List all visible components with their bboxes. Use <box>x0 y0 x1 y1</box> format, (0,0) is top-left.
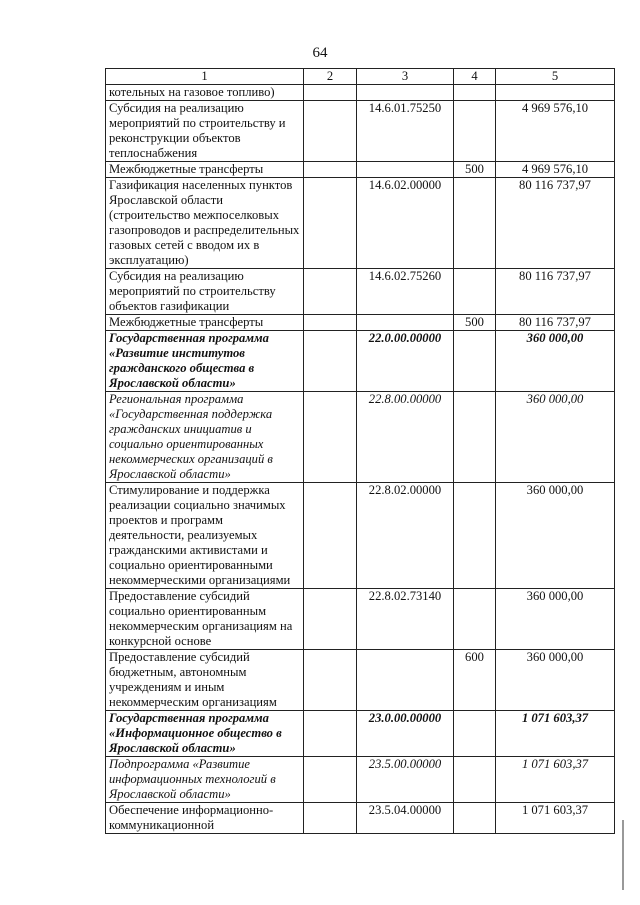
row-code-cell: 23.5.04.00000 <box>357 803 454 834</box>
row-code-cell: 14.6.01.75250 <box>357 101 454 162</box>
row-code-cell: 14.6.02.00000 <box>357 178 454 269</box>
row-code-cell: 22.8.00.00000 <box>357 392 454 483</box>
row-name-cell: Газификация населенных пунктов Ярославской области (строительство межпоселковых газопроводов и распределительных газовых сетей с вводом их в эксплуатацию) <box>106 178 304 269</box>
table-row <box>106 711 615 757</box>
row-col2-cell <box>304 803 357 834</box>
row-amount-cell: 360 000,00 <box>496 392 615 483</box>
row-amount-cell: 360 000,00 <box>496 331 615 392</box>
row-amount-cell: 1 071 603,37 <box>496 757 615 803</box>
table-row <box>106 589 615 650</box>
row-type-cell <box>454 483 496 589</box>
row-col2-cell <box>304 269 357 315</box>
row-type-cell: 500 <box>454 315 496 331</box>
row-name-cell: Государственная программа «Развитие институтов гражданского общества в Ярославской области» <box>106 331 304 392</box>
row-code-cell <box>357 85 454 101</box>
row-col2-cell <box>304 178 357 269</box>
row-name-cell: Государственная программа «Информационное общество в Ярославской области» <box>106 711 304 757</box>
row-code-cell: 22.8.02.73140 <box>357 589 454 650</box>
row-col2-cell <box>304 101 357 162</box>
row-amount-cell: 360 000,00 <box>496 483 615 589</box>
row-name-cell: Подпрограмма «Развитие информационных технологий в Ярославской области» <box>106 757 304 803</box>
row-col2-cell <box>304 711 357 757</box>
table-row <box>106 331 615 392</box>
table-row <box>106 757 615 803</box>
table-row <box>106 803 615 834</box>
row-type-cell <box>454 178 496 269</box>
row-code-cell: 22.0.00.00000 <box>357 331 454 392</box>
table-header-row <box>106 69 615 85</box>
table-row <box>106 483 615 589</box>
row-amount-cell: 80 116 737,97 <box>496 315 615 331</box>
row-col2-cell <box>304 85 357 101</box>
row-code-cell: 22.8.02.00000 <box>357 483 454 589</box>
row-name-cell: Предоставление субсидий социально ориентированным некоммерческим организациям на конкурсной основе <box>106 589 304 650</box>
row-amount-cell: 1 071 603,37 <box>496 711 615 757</box>
row-amount-cell: 1 071 603,37 <box>496 803 615 834</box>
column-header: 5 <box>496 69 615 85</box>
column-header: 4 <box>454 69 496 85</box>
column-header: 2 <box>304 69 357 85</box>
row-amount-cell: 4 969 576,10 <box>496 101 615 162</box>
row-type-cell <box>454 269 496 315</box>
column-header: 1 <box>106 69 304 85</box>
row-col2-cell <box>304 650 357 711</box>
row-col2-cell <box>304 589 357 650</box>
row-code-cell: 23.5.00.00000 <box>357 757 454 803</box>
row-type-cell: 600 <box>454 650 496 711</box>
row-name-cell: Межбюджетные трансферты <box>106 162 304 178</box>
row-col2-cell <box>304 331 357 392</box>
table-row <box>106 392 615 483</box>
row-col2-cell <box>304 392 357 483</box>
row-col2-cell <box>304 483 357 589</box>
scan-edge-mark <box>622 820 624 890</box>
row-amount-cell <box>496 85 615 101</box>
row-amount-cell: 4 969 576,10 <box>496 162 615 178</box>
table-row <box>106 178 615 269</box>
row-name-cell: Стимулирование и поддержка реализации социально значимых проектов и программ деятельности, реализуемых гражданскими активистами и социально ориентированными некоммерческими организациями <box>106 483 304 589</box>
row-name-cell: Субсидия на реализацию мероприятий по строительству объектов газификации <box>106 269 304 315</box>
row-code-cell <box>357 162 454 178</box>
row-name-cell: Межбюджетные трансферты <box>106 315 304 331</box>
row-amount-cell: 360 000,00 <box>496 650 615 711</box>
row-name-cell: Региональная программа «Государственная поддержка гражданских инициатив и социально ориентированных некоммерческих организаций в Ярославской области» <box>106 392 304 483</box>
row-code-cell <box>357 650 454 711</box>
row-type-cell <box>454 331 496 392</box>
row-name-cell: котельных на газовое топливо) <box>106 85 304 101</box>
row-type-cell <box>454 392 496 483</box>
row-type-cell <box>454 803 496 834</box>
table-row <box>106 650 615 711</box>
table-row <box>106 162 615 178</box>
row-code-cell: 14.6.02.75260 <box>357 269 454 315</box>
row-code-cell <box>357 315 454 331</box>
row-amount-cell: 80 116 737,97 <box>496 178 615 269</box>
table-row <box>106 315 615 331</box>
row-col2-cell <box>304 162 357 178</box>
budget-table <box>105 68 615 834</box>
row-name-cell: Предоставление субсидий бюджетным, автономным учреждениям и иным некоммерческим организациям <box>106 650 304 711</box>
table-row <box>106 101 615 162</box>
table-row <box>106 269 615 315</box>
row-type-cell <box>454 757 496 803</box>
row-type-cell <box>454 85 496 101</box>
column-header: 3 <box>357 69 454 85</box>
row-col2-cell <box>304 757 357 803</box>
row-col2-cell <box>304 315 357 331</box>
row-type-cell <box>454 589 496 650</box>
row-name-cell: Субсидия на реализацию мероприятий по строительству и реконструкции объектов теплоснабжения <box>106 101 304 162</box>
row-amount-cell: 80 116 737,97 <box>496 269 615 315</box>
row-name-cell: Обеспечение информационно-коммуникационной <box>106 803 304 834</box>
row-type-cell <box>454 711 496 757</box>
row-amount-cell: 360 000,00 <box>496 589 615 650</box>
row-code-cell: 23.0.00.00000 <box>357 711 454 757</box>
page-number: 64 <box>312 45 328 61</box>
table-row <box>106 85 615 101</box>
row-type-cell: 500 <box>454 162 496 178</box>
row-type-cell <box>454 101 496 162</box>
